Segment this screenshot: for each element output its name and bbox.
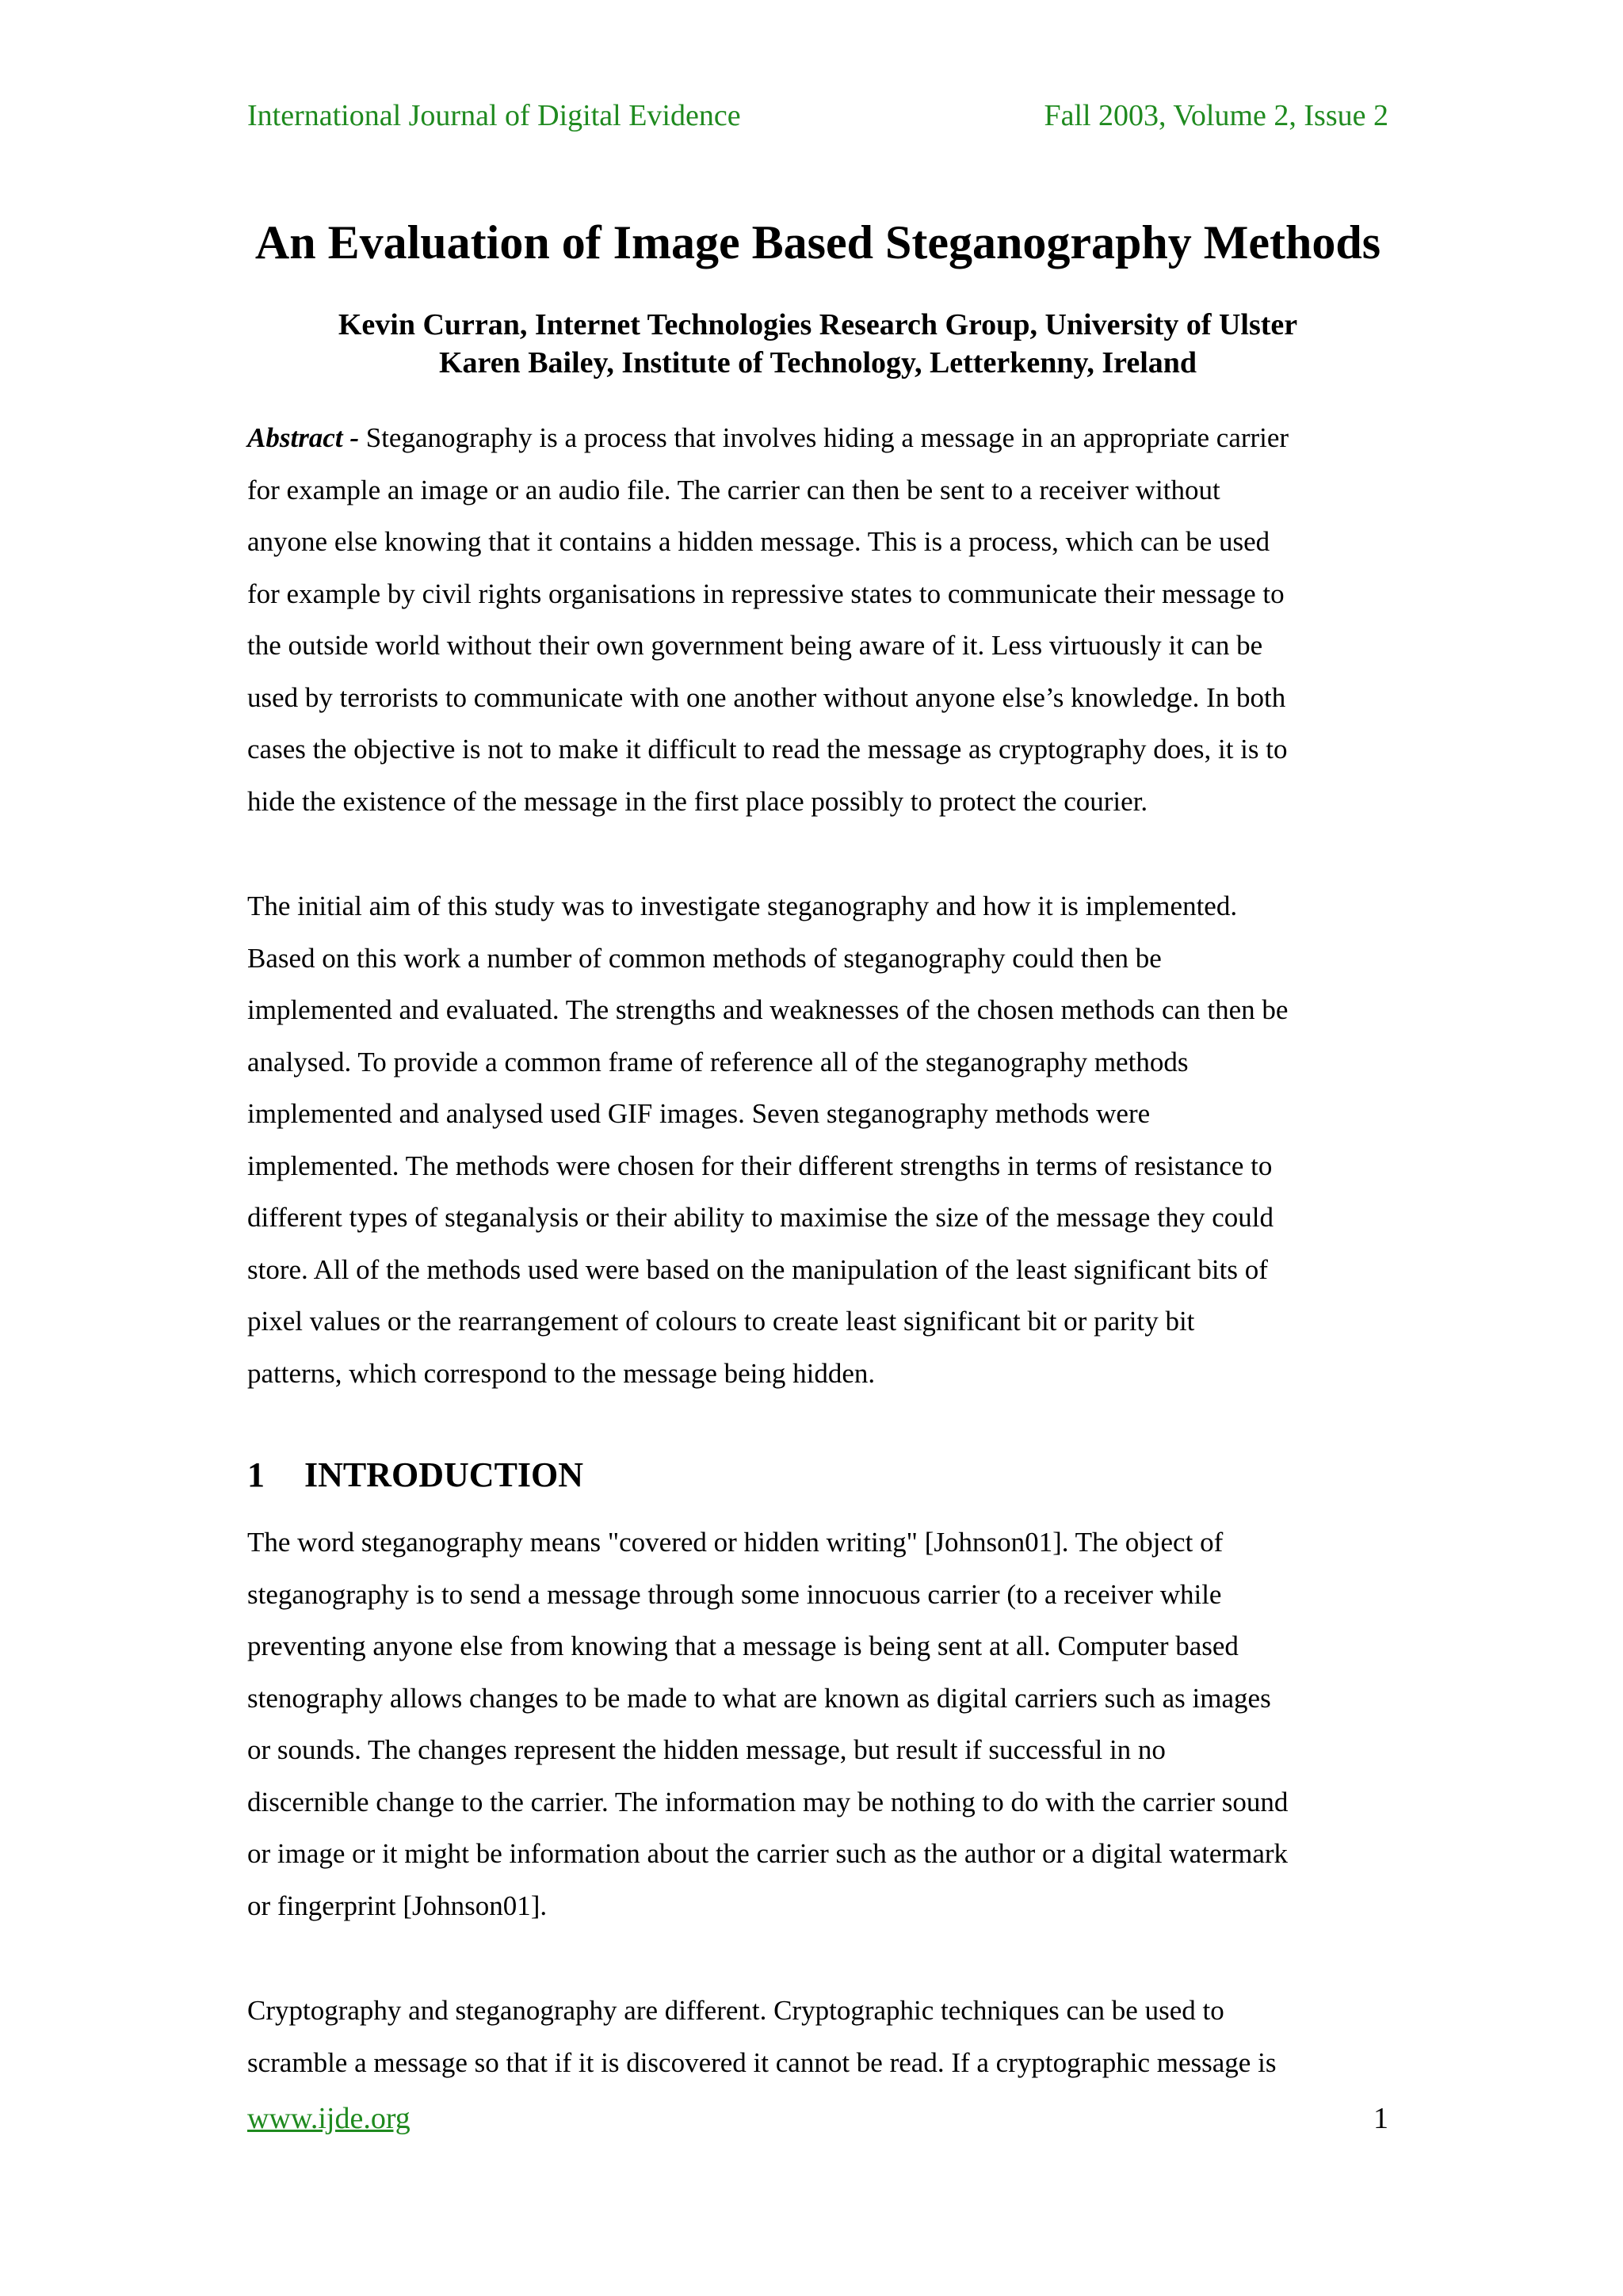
aim-paragraph bbox=[247, 880, 1388, 1399]
abstract-line: anyone else knowing that it contains a hidden message. This is a process, which can be used bbox=[247, 526, 1270, 557]
page-footer bbox=[247, 2101, 1388, 2141]
aim-line: implemented and evaluated. The strengths and weaknesses of the chosen methods can then be bbox=[247, 994, 1289, 1025]
author-line-1: Kevin Curran, Internet Technologies Research Group, University of Ulster bbox=[338, 308, 1298, 341]
aim-line: Based on this work a number of common methods of steganography could then be bbox=[247, 942, 1162, 974]
aim-line: implemented. The methods were chosen for their different strengths in terms of resistance to bbox=[247, 1150, 1273, 1181]
section-title: INTRODUCTION bbox=[304, 1455, 584, 1494]
intro-line: or sounds. The changes represent the hidden message, but result if successful in no bbox=[247, 1734, 1166, 1765]
intro-paragraph-2 bbox=[247, 1985, 1388, 2088]
author-line-2: Karen Bailey, Institute of Technology, Letterkenny, Ireland bbox=[438, 346, 1197, 379]
intro-line: or fingerprint [Johnson01]. bbox=[247, 1890, 548, 1921]
journal-url-link[interactable]: www.ijde.org bbox=[247, 2102, 411, 2135]
aim-line: analysed. To provide a common frame of reference all of the steganography methods bbox=[247, 1046, 1189, 1077]
intro-line: stenography allows changes to be made to what are known as digital carriers such as images bbox=[247, 1682, 1271, 1714]
intro-line: Cryptography and steganography are different. Cryptographic techniques can be used to bbox=[247, 1995, 1224, 2026]
journal-name: International Journal of Digital Evidence bbox=[247, 99, 741, 132]
aim-line: patterns, which correspond to the message being hidden. bbox=[247, 1357, 876, 1389]
intro-line: preventing anyone else from knowing that a message is being sent at all. Computer based bbox=[247, 1630, 1239, 1661]
intro-line: scramble a message so that if it is discovered it cannot be read. If a cryptographic message is bbox=[247, 2046, 1277, 2078]
abstract-line-1: Abstract - Steganography is a process that involves hiding a message in an appropriate carrier bbox=[247, 422, 1289, 453]
abstract-line: the outside world without their own government being aware of it. Less virtuously it can be bbox=[247, 630, 1263, 661]
page-number: 1 bbox=[1373, 2102, 1388, 2135]
intro-line: or image or it might be information about the carrier such as the author or a digital watermark bbox=[247, 1838, 1289, 1869]
author-block bbox=[216, 306, 1420, 382]
paper-page bbox=[247, 0, 1388, 2296]
aim-line: implemented and analysed used GIF images. Seven steganography methods were bbox=[247, 1098, 1151, 1129]
abstract-line: used by terrorists to communicate with one another without anyone else’s knowledge. In both bbox=[247, 681, 1286, 713]
section-number: 1 bbox=[247, 1455, 265, 1494]
intro-paragraph-1 bbox=[247, 1516, 1388, 1932]
aim-line: The initial aim of this study was to investigate steganography and how it is implemented. bbox=[247, 891, 1238, 921]
abstract-paragraph bbox=[247, 412, 1388, 827]
aim-line: store. All of the methods used were based on the manipulation of the least significant bits of bbox=[247, 1253, 1268, 1285]
abstract-line: hide the existence of the message in the first place possibly to protect the courier. bbox=[247, 785, 1148, 817]
intro-line: The word steganography means "covered or hidden writing" [Johnson01]. The object of bbox=[247, 1527, 1224, 1558]
issue-info: Fall 2003, Volume 2, Issue 2 bbox=[1044, 99, 1388, 132]
abstract-line: for example by civil rights organisations in repressive states to communicate their message to bbox=[247, 578, 1285, 609]
aim-line: pixel values or the rearrangement of colours to create least significant bit or parity bit bbox=[247, 1306, 1195, 1337]
abstract-line: cases the objective is not to make it difficult to read the message as cryptography does, it is to bbox=[247, 734, 1288, 765]
aim-line: different types of steganalysis or their ability to maximise the size of the message they could bbox=[247, 1202, 1274, 1233]
intro-line: steganography is to send a message through some innocuous carrier (to a receiver while bbox=[247, 1578, 1222, 1610]
running-header bbox=[247, 98, 1388, 138]
paper-title: An Evaluation of Image Based Steganography Methods bbox=[254, 216, 1381, 269]
abstract-line: for example an image or an audio file. The carrier can then be sent to a receiver without bbox=[247, 474, 1220, 505]
section-heading-introduction bbox=[247, 1455, 583, 1495]
abstract-label: Abstract - bbox=[247, 422, 359, 453]
intro-line: discernible change to the carrier. The information may be nothing to do with the carrier sound bbox=[247, 1786, 1289, 1817]
